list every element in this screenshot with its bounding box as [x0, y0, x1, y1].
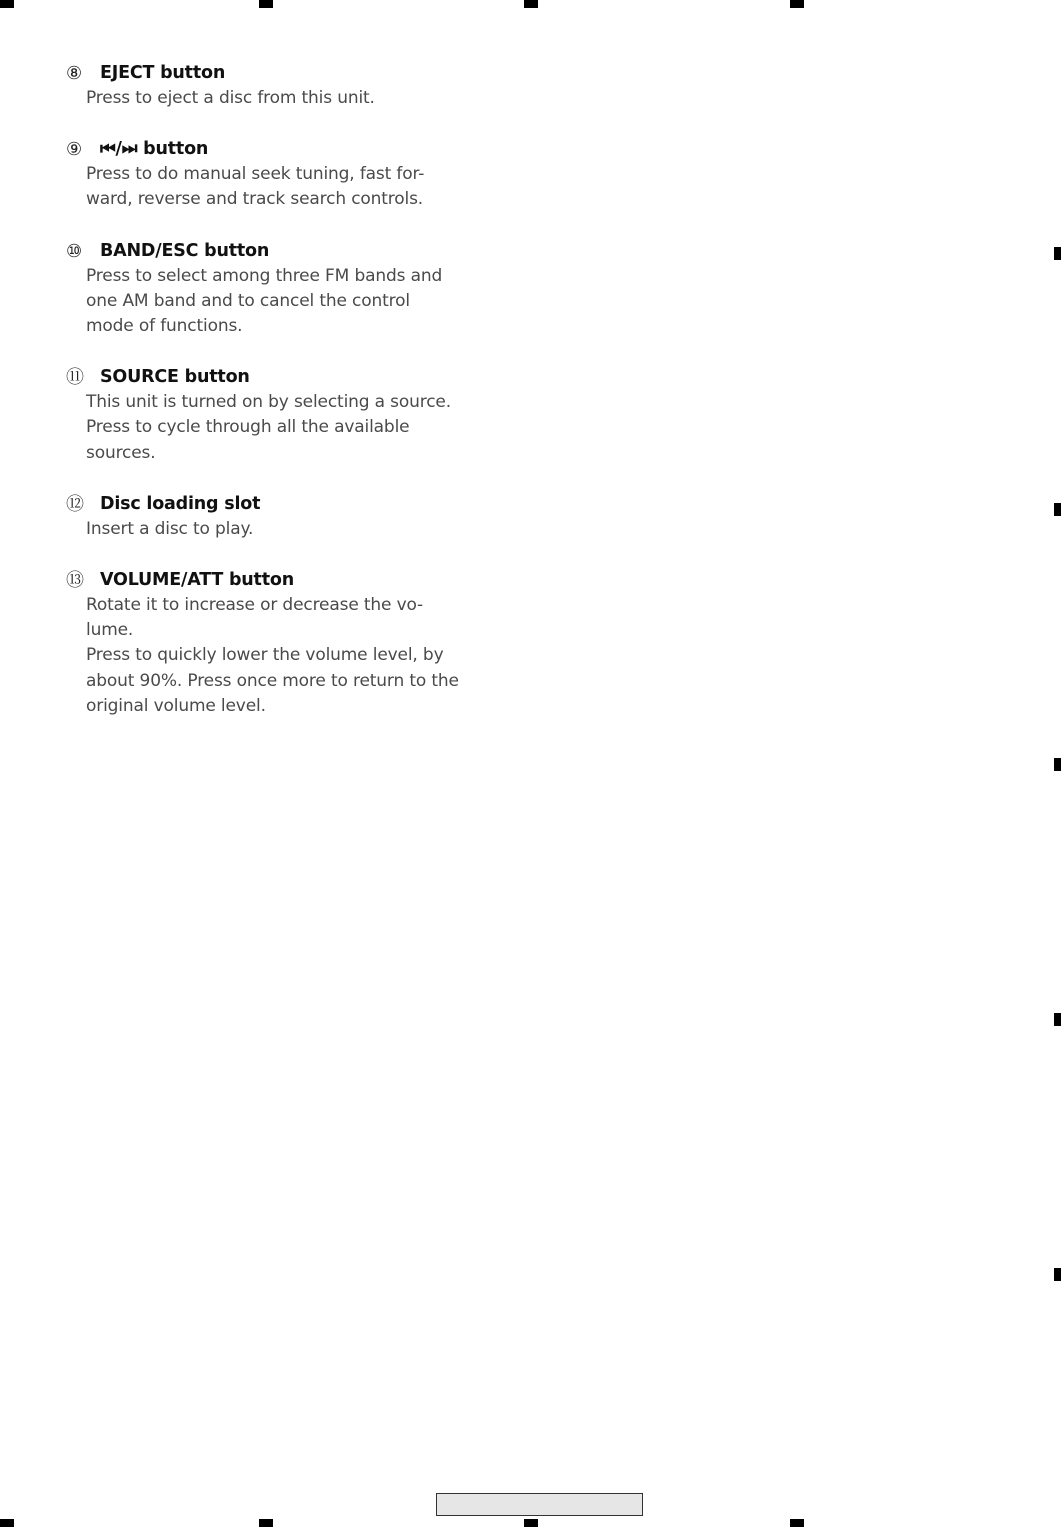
crop-mark — [1054, 758, 1061, 771]
description-line: lume. — [86, 620, 134, 641]
controls-description-list — [66, 61, 486, 745]
description-line: ward, reverse and track search controls. — [86, 189, 424, 210]
item-title: EJECT button — [100, 63, 226, 83]
item-number: ⑬ — [66, 570, 84, 592]
item-heading — [66, 61, 486, 86]
item-number: ⑫ — [66, 493, 84, 515]
description-line: Press to eject a disc from this unit. — [86, 88, 375, 108]
description-line: mode of functions. — [86, 316, 243, 337]
item-description — [86, 390, 486, 466]
list-item — [66, 568, 486, 719]
item-title: SOURCE button — [100, 367, 250, 388]
crop-mark — [524, 1519, 538, 1527]
list-item — [66, 137, 486, 212]
crop-mark — [259, 0, 273, 8]
description-line: This unit is turned on by selecting a source. — [86, 392, 451, 413]
description-line: sources. — [86, 442, 156, 463]
crop-mark — [1054, 247, 1061, 260]
item-heading — [66, 365, 486, 390]
crop-mark — [790, 0, 804, 8]
list-item — [66, 61, 486, 111]
item-title: BAND/ESC button — [100, 240, 270, 261]
item-description — [86, 593, 486, 719]
crop-mark — [1054, 503, 1061, 516]
description-line: one AM band and to cancel the control — [86, 290, 410, 311]
description-line: Press to cycle through all the available — [86, 417, 410, 438]
item-number: ⑧ — [66, 63, 83, 84]
item-number: ⑩ — [66, 240, 83, 262]
list-item — [66, 365, 486, 466]
crop-mark — [790, 1519, 804, 1527]
description-line: Insert a disc to play. — [86, 518, 254, 539]
crop-mark — [524, 0, 538, 8]
description-line: about 90%. Press once more to return to the — [86, 670, 459, 691]
crop-mark — [1054, 1013, 1061, 1026]
description-line: original volume level. — [86, 695, 266, 716]
crop-mark — [0, 1519, 14, 1527]
item-description — [86, 264, 486, 340]
item-description — [86, 162, 486, 212]
item-title: Disc loading slot — [100, 493, 261, 514]
list-item — [66, 492, 486, 542]
item-heading — [66, 239, 486, 264]
item-heading — [66, 568, 486, 593]
item-heading — [66, 137, 486, 162]
item-title: VOLUME/ATT button — [100, 570, 294, 591]
item-title: ⏮/⏭ button — [100, 139, 209, 160]
list-item — [66, 239, 486, 340]
description-line: Rotate it to increase or decrease the vo- — [86, 595, 424, 616]
crop-mark — [259, 1519, 273, 1527]
page-number-box — [436, 1493, 643, 1516]
item-description — [86, 86, 486, 111]
item-number: ⑨ — [66, 139, 83, 161]
description-line: Press to select among three FM bands and — [86, 265, 443, 286]
description-line: Press to do manual seek tuning, fast for- — [86, 164, 425, 185]
item-heading — [66, 492, 486, 517]
crop-mark — [0, 0, 14, 8]
crop-mark — [1054, 1268, 1061, 1281]
description-line: Press to quickly lower the volume level, by — [86, 645, 444, 666]
item-description — [86, 517, 486, 542]
item-number: ⑪ — [66, 367, 84, 389]
